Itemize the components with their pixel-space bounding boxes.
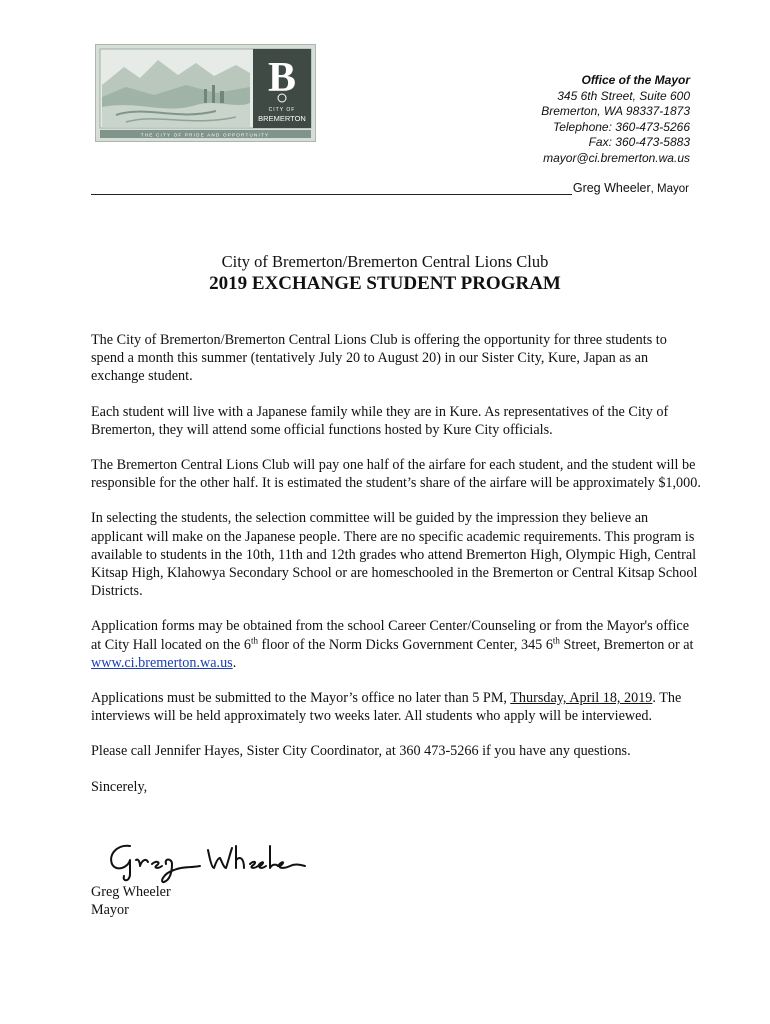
signer-name: Greg Wheeler bbox=[91, 884, 171, 900]
office-title: Office of the Mayor bbox=[581, 73, 690, 87]
p5-sup-1: th bbox=[250, 634, 258, 645]
paragraph-intro: The City of Bremerton/Bremerton Central Lions Club is offering the opportunity for three students to spend a month this summer (tentatively July 20 to August 20) in our Sister City, Kure, Japan as an exchange student. bbox=[91, 332, 667, 385]
document-subtitle: City of Bremerton/Bremerton Central Lions Club bbox=[221, 252, 549, 271]
signature-icon bbox=[100, 836, 315, 884]
horizontal-rule bbox=[91, 182, 572, 195]
closing-block bbox=[91, 883, 171, 919]
p6-text-2: . The interviews will be held approximately two weeks later. All students who apply will be interviewed. bbox=[91, 690, 682, 725]
city-logo bbox=[95, 44, 316, 142]
address-line-2: Bremerton, WA 98337-1873 bbox=[541, 104, 690, 118]
paragraph-host-family: Each student will live with a Japanese family while they are in Kure. As representatives of the City of Bremerton, they will attend some official functions hosted by Kure City officials. bbox=[91, 403, 669, 438]
office-address-block bbox=[541, 73, 690, 166]
handwritten-signature bbox=[100, 836, 315, 889]
paragraph-application-forms bbox=[91, 617, 701, 672]
p5-text-1: Application forms may be obtained from the school Career Center/Counseling or from the Mayor's office at City Hall located on the 6 bbox=[91, 618, 690, 653]
paragraph-selection: In selecting the students, the selection committee will be guided by the impression they believe an applicant will make on the Japanese people. There are no specific academic requirements. This program is available to students in the 10th, 11th and 12th grades who attend Bremerton High, Olympic High, Central Kitsap High, Klahowya Secondary School or are homeschooled in the Bremerton or Central Kitsap School Districts. bbox=[91, 510, 698, 600]
logo-city-name: BREMERTON bbox=[258, 114, 306, 123]
signer-title: Mayor bbox=[91, 902, 129, 919]
paragraph-airfare: The Bremerton Central Lions Club will pay one half of the airfare for each student, and the student will be responsible for the other half. It is estimated the student’s share of the airfare will be approximately $1,000. bbox=[91, 457, 701, 492]
letter-body bbox=[91, 331, 701, 813]
paragraph-contact: Please call Jennifer Hayes, Sister City Coordinator, at 360 473-5266 if you have any questions. bbox=[91, 743, 631, 760]
logo-letter: B bbox=[267, 55, 297, 101]
deadline-date: Thursday, April 18, 2019 bbox=[510, 690, 653, 707]
mayor-title: , Mayor bbox=[650, 183, 689, 195]
fax: Fax: 360-473-5883 bbox=[588, 135, 690, 149]
document-title: 2019 EXCHANGE STUDENT PROGRAM bbox=[209, 273, 561, 294]
website-link[interactable]: www.ci.bremerton.wa.us bbox=[91, 654, 233, 671]
city-logo-graphic bbox=[96, 45, 315, 141]
p5-text-4: . bbox=[232, 654, 237, 671]
p5-text-2: floor of the Norm Dicks Government Center, 345 6 bbox=[257, 636, 553, 653]
paragraph-deadline bbox=[91, 689, 701, 725]
p5-text-3: Street, Bremerton or at bbox=[559, 636, 694, 653]
logo-tagline: THE CITY OF PRIDE AND OPPORTUNITY bbox=[140, 132, 270, 138]
logo-city-small: CITY OF bbox=[268, 107, 296, 113]
address-line-1: 345 6th Street, Suite 600 bbox=[557, 88, 690, 103]
telephone: Telephone: 360-473-5266 bbox=[552, 119, 690, 134]
mayor-name: Greg Wheeler bbox=[572, 181, 651, 195]
mayor-signature-line bbox=[91, 181, 689, 195]
email: mayor@ci.bremerton.wa.us bbox=[543, 150, 690, 165]
salutation: Sincerely, bbox=[91, 778, 148, 795]
p5-sup-2: th bbox=[552, 634, 560, 645]
p6-text-1: Applications must be submitted to the Mayor’s office no later than 5 PM, bbox=[91, 690, 511, 707]
